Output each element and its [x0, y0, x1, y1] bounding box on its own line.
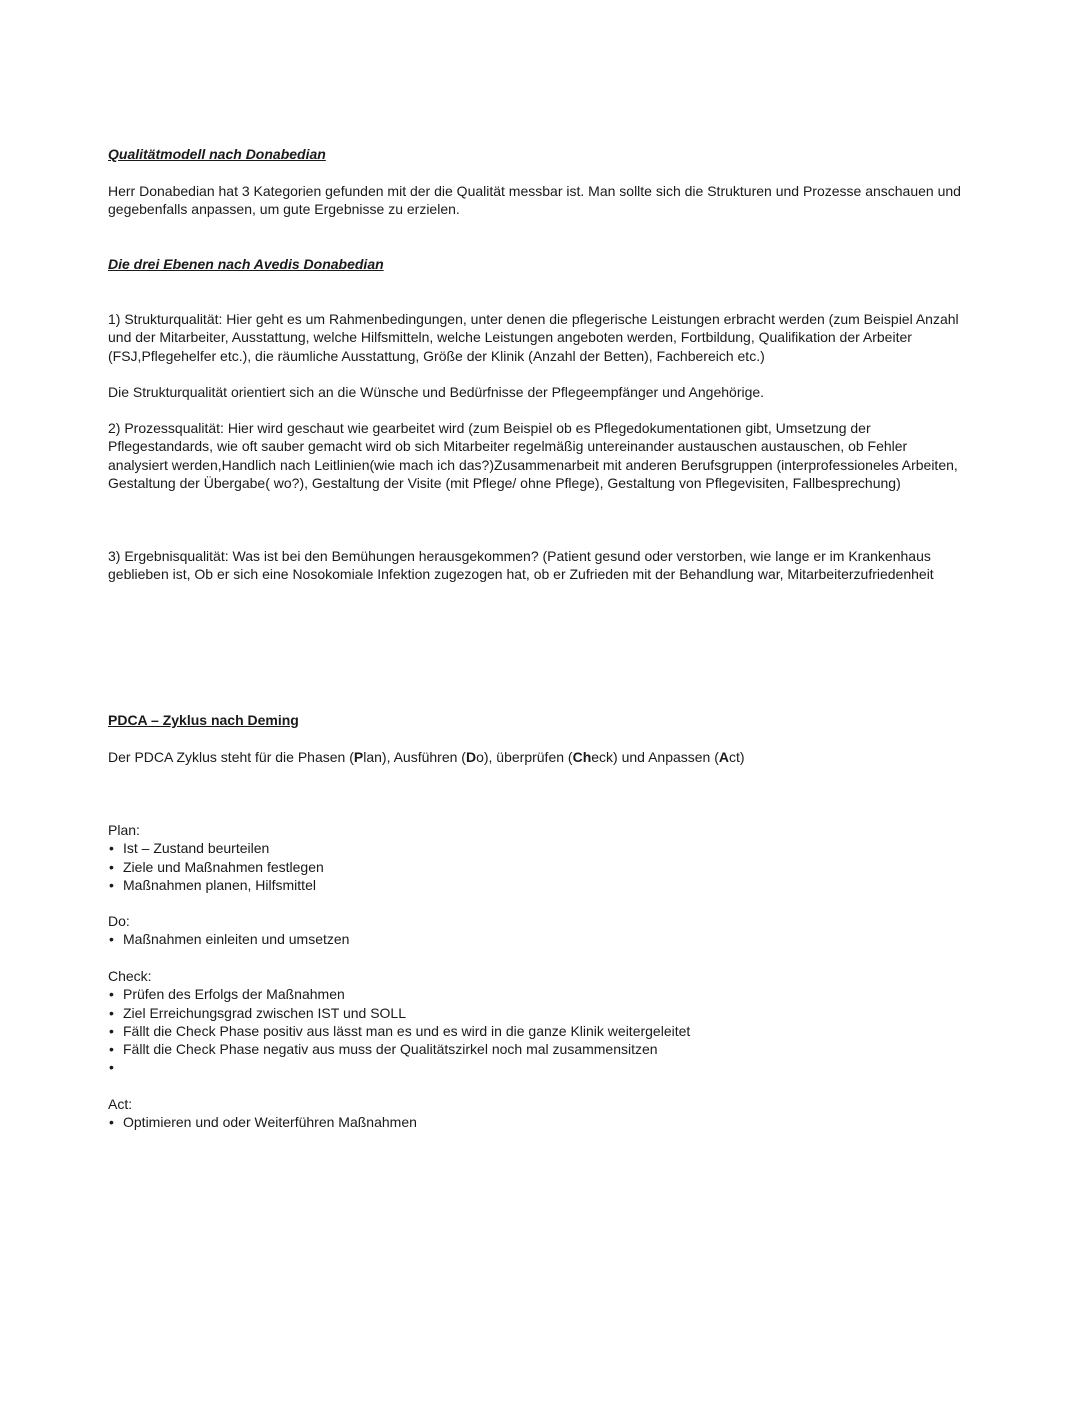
- list-item: • Maßnahmen einleiten und umsetzen: [108, 930, 968, 948]
- pdca-plan-label: Plan:: [108, 822, 140, 838]
- pdca-do-label: Do:: [108, 913, 130, 929]
- section-heading-donabedian: Qualitätmodell nach Donabedian: [108, 146, 326, 162]
- pdca-act-label: Act:: [108, 1096, 133, 1112]
- paragraph-prozessqualitaet: 2) Prozessqualität: Hier wird geschaut wie gearbeitet wird (zum Beispiel ob es Pflegedokumentationen gibt, Umsetzung der Pflegestandards, wie oft sauber gemacht wird ob sich Mitarbeiter regelmäßig untereinander austauschen austauschen, ob Fehler analysiert werden,Handlich nach Leitlinien(wie mach ich das?)Zusammenarbeit mit anderen Berufsgruppen (interprofessioneles Arbeiten, Gestaltung der Übergabe( wo?), Gestaltung der Visite (mit Pflege/ ohne Pflege), Gestaltung von Pflegevisiten, Fallbesprechung): [108, 420, 958, 491]
- paragraph-strukturqualitaet-note: Die Strukturqualität orientiert sich an die Wünsche und Bedürfnisse der Pflegeempfänger und Angehörige.: [108, 384, 765, 400]
- list-item: • Ziel Erreichungsgrad zwischen IST und SOLL: [108, 1004, 968, 1022]
- list-item: • Ist – Zustand beurteilen: [108, 839, 968, 857]
- list-item: [108, 1058, 968, 1076]
- section-heading-drei-ebenen: Die drei Ebenen nach Avedis Donabedian: [108, 256, 384, 272]
- pdca-act-block: [108, 1095, 968, 1132]
- pdca-check-block: [108, 967, 968, 1077]
- pdca-act-list: [108, 1113, 968, 1131]
- section-heading-pdca: PDCA – Zyklus nach Deming: [108, 712, 299, 728]
- pdca-check-label: Check:: [108, 968, 152, 984]
- pdca-do-block: [108, 912, 968, 949]
- list-item: • Fällt die Check Phase negativ aus muss der Qualitätszirkel noch mal zusammensitzen: [108, 1040, 968, 1058]
- pdca-check-list: [108, 985, 968, 1076]
- pdca-plan-list: [108, 839, 968, 894]
- pdca-do-list: [108, 930, 968, 948]
- paragraph-strukturqualitaet: 1) Strukturqualität: Hier geht es um Rahmenbedingungen, unter denen die pflegerische Leistungen erbracht werden (zum Beispiel Anzahl und der Mitarbeiter, Ausstattung, welche Hilfsmitteln, welche Leistungen angeboten werden, Fortbildung, Qualifikation der Arbeiter (FSJ,Pflegehelfer etc.), die räumliche Ausstattung, Größe der Klinik (Anzahl der Betten), Fachbereich etc.): [108, 311, 959, 364]
- paragraph-ergebnisqualitaet: 3) Ergebnisqualität: Was ist bei den Bemühungen herausgekommen? (Patient gesund oder verstorben, wie lange er im Krankenhaus geblieben ist, Ob er sich eine Nosokomiale Infektion zugezogen hat, ob er Zufrieden mit der Behandlung war, Mitarbeiterzufriedenheit: [108, 548, 934, 583]
- paragraph-donabedian-intro: Herr Donabedian hat 3 Kategorien gefunden mit der die Qualität messbar ist. Man sollte sich die Strukturen und Prozesse anschauen und gegebenfalls anpassen, um gute Ergebnisse zu erzielen.: [108, 183, 961, 218]
- paragraph-pdca-intro: Der PDCA Zyklus steht für die Phasen (Plan), Ausführen (Do), überprüfen (Check) und Anpassen (Act): [108, 749, 745, 765]
- list-item: • Prüfen des Erfolgs der Maßnahmen: [108, 985, 968, 1003]
- list-item: • Ziele und Maßnahmen festlegen: [108, 858, 968, 876]
- list-item: • Fällt die Check Phase positiv aus lässt man es und es wird in die ganze Klinik weitergeleitet: [108, 1022, 968, 1040]
- pdca-plan-block: [108, 821, 968, 894]
- list-item: • Optimieren und oder Weiterführen Maßnahmen: [108, 1113, 968, 1131]
- list-item: • Maßnahmen planen, Hilfsmittel: [108, 876, 968, 894]
